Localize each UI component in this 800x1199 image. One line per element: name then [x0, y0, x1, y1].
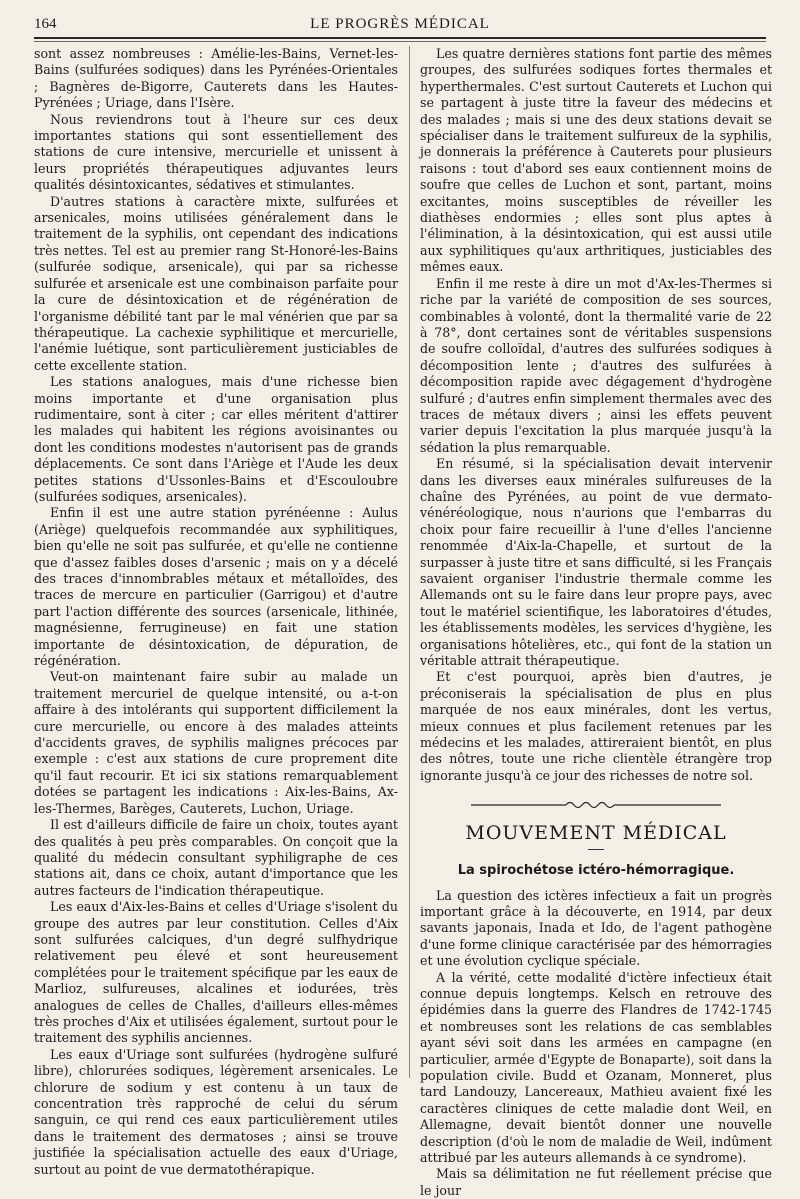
paragraph: Veut-on maintenant faire subir au malade un traitement mercuriel de quelque intensité, ou a-t-on affaire à des intolérants qui supportent difficilement la cure mercurielle, ou encore à des malades atteints d'accidents graves, de syphilis malignes précoces par exemple : c'est aux stations de cure proprement dite qu'il faut recourir. Et ici six stations remarquablement dotées se partagent les indications : Aix-les-Bains, Ax-les-Thermes, Barèges, Cauterets, Luchon, Uriage.	[34, 669, 398, 816]
section-dash	[420, 843, 772, 855]
column-divider	[409, 46, 410, 1078]
paragraph: Les eaux d'Aix-les-Bains et celles d'Uriage s'isolent du groupe des autres par leur constitution. Celles d'Aix sont sulfurées calciques, d'un degré sulfhydrique relativement peu élevé et sont heureusement complétées pour le traitement spécifique par les eaux de Marlioz, sulfureuses, alcalines et iodurées, très analogues de celles de Challes, d'ailleurs elles-mêmes très proches d'Aix et utilisées également, surtout pour le traitement des syphilis anciennes.	[34, 899, 398, 1046]
page-number: 164	[34, 16, 57, 32]
paragraph: Il est d'ailleurs difficile de faire un choix, toutes ayant des qualités à peu près comparables. On conçoit que la qualité du médecin consultant syphiligraphe de ces stations ait, dans ce choix, autant d'importance que les autres facteurs de l'indication thérapeutique.	[34, 817, 398, 898]
ornament-rule-icon	[471, 800, 721, 810]
paragraph: Et c'est pourquoi, après bien d'autres, je préconiserais la spécialisation de plus en plus marquée de nos eaux minérales, dont les vertus, mieux connues et plus facilement retenues par les médecins et les malades, attireraient bientôt, en plus des nôtres, toute une riche clientèle étrangère trop ignorante jusqu'à ce jour des richesses de notre sol.	[420, 669, 772, 783]
header-rule-thin	[34, 41, 766, 42]
header-rule	[34, 37, 766, 39]
paragraph: sont assez nombreuses : Amélie-les-Bains, Vernet-les-Bains (sulfurées sodiques) dans les Pyrénées-Orientales ; Bagnères de-Bigorre, Cauterets dans les Hautes-Pyrénées ; Uriage, dans l'Isère.	[34, 46, 398, 111]
paragraph: La question des ictères infectieux a fait un progrès important grâce à la découverte, en 1914, par deux savants japonais, Inada et Ido, de l'agent pathogène d'une forme clinique caractérisée par des hémorragies et une évolution cyclique spéciale.	[420, 887, 772, 969]
section-ornament	[420, 798, 772, 814]
paragraph: Nous reviendrons tout à l'heure sur ces deux importantes stations qui sont essentiellement des stations de cure intensive, mercurielle et unissent à leurs propriétés thérapeutiques adjuvantes leurs qualités désintoxicantes, sédatives et stimulantes.	[34, 111, 398, 193]
paragraph: A la vérité, cette modalité d'ictère infectieux était connue depuis longtemps. Kelsch en retrouve des épidémies dans la guerre des Flandres de 1742-1745 et nombreuses sont les relations de cas semblables ayant sévi soit dans les armées en campagne (en particulier, armée d'Egypte de Bonaparte), soit dans la population civile. Budd et Ozanam, Monneret, plus tard Landouzy, Lancereaux, Mathieu avaient fixé les caractères cliniques de cette maladie dont Weil, en Allemagne, devait bientôt donner une nouvelle description (d'où le nom de maladie de Weil, indûment attribué par les auteurs allemands à ce syndrome).	[420, 969, 772, 1165]
paragraph: Les eaux d'Uriage sont sulfurées (hydrogène sulfuré libre), chlorurées sodiques, légèrement arsenicales. Le chlorure de sodium y est contenu à un taux de concentration très rapproché de celui du sérum sanguin, ce qui rend ces eaux particulièrement utiles dans le traitement des dermatoses ; ainsi se trouve justifiée la spécialisation actuelle des eaux d'Uriage, surtout au point de vue dermatothérapique.	[34, 1046, 398, 1177]
paragraph: Les quatre dernières stations font partie des mêmes groupes, des sulfurées sodiques fortes thermales et hyperthermales. C'est surtout Cauterets et Luchon qui se partagent à juste titre la faveur des médecins et des malades ; mais si une des deux stations devait se spécialiser dans le traitement sulfureux de la syphilis, je donnerais la préférence à Cauterets pour plusieurs raisons : tout d'abord ses eaux contiennent moins de soufre que celles de Luchon et sont, partant, moins excitantes, moins susceptibles de réveiller les diathèses endormies ; elles sont plus aptes à l'élimination, à la désintoxication, qui est aussi utile aux syphilitiques qu'aux arthritiques, justiciables des mêmes eaux.	[420, 46, 772, 275]
page-header	[34, 12, 766, 34]
paragraph: Enfin il me reste à dire un mot d'Ax-les-Thermes si riche par la variété de composition de ses sources, combinables à volonté, dont la thermalité varie de 22 à 78°, dont certaines sont de véritables suspensions de soufre colloïdal, d'autres des sulfurées sodiques à décomposition lente ; d'autres des sulfurées à décomposition rapide avec dégagement d'hydrogène sulfuré ; d'autres enfin simplement thermales avec des traces de métaux divers ; ainsi les effets peuvent varier depuis l'excitation la plus marquée jusqu'à la sédation la plus remarquable.	[420, 275, 772, 455]
article-title: La spirochétose ictéro-hémorragique.	[457, 863, 735, 879]
paragraph: Les stations analogues, mais d'une richesse bien moins importante et d'une organisation plus rudimentaire, sont à citer ; car elles méritent d'attirer les malades qui habitent les régions avoisinantes ou dont les conditions modestes n'autorisent pas de grands déplacements. Ce sont dans l'Ariège et l'Aude les deux petites stations d'Ussonles-Bains et d'Escouloubre (sulfurées sodiques, arsenicales).	[34, 374, 398, 504]
paragraph: Mais sa délimitation ne fut réellement précise que le jour	[420, 1166, 772, 1198]
paragraph: En résumé, si la spécialisation devait intervenir dans les diverses eaux minérales sulfureuses de la chaîne des Pyrénées, au point de vue dermato-vénéréologique, nous n'aurions que l'embarras du choix pour faire recueillir à l'une d'elles l'ancienne renommée d'Aix-la-Chapelle, et surtout de la surpasser à juste titre et sans difficulté, si les Français savaient organiser l'industrie thermale comme les Allemands ont su le faire dans leur propre pays, avec tout le matériel scientifique, les laboratoires d'études, les établissements modèles, les services d'hygiène, les organisations hôtelières, etc., qui font de la station un véritable attrait thérapeutique.	[420, 456, 772, 669]
right-column	[420, 46, 772, 1199]
section-title: MOUVEMENT MÉDICAL	[465, 821, 727, 844]
running-title: LE PROGRÈS MÉDICAL	[310, 16, 490, 32]
paragraph: Enfin il est une autre station pyrénéenne : Aulus (Ariège) quelquefois recommandée aux syphilitiques, bien qu'elle ne soit pas sulfurée, et qu'elle ne contienne que d'assez faibles doses d'arsenic ; mais on y a décelé des traces d'innombrables métaux et métalloïdes, des traces de mercure en particulier (Garrigou) et d'autre part l'action différente des sources (arsenicale, lithinée, magnésienne, ferrugineuse) en fait une station importante de désintoxication, de dépuration, de régénération.	[34, 505, 398, 669]
paragraph: D'autres stations à caractère mixte, sulfurées et arsenicales, moins utilisées généralement dans le traitement de la syphilis, ont cependant des indications très nettes. Tel est au premier rang St-Honoré-les-Bains (sulfurée sodique, arsenicale), qui par sa richesse sulfurée et arsenicale est une combinaison parfaite pour la cure de désintoxication et de régénération de l'organisme débilité tant par le mal vénérien que par sa thérapeutique. La cachexie syphilitique et mercurielle, l'anémie luétique, sont particulièrement justiciables de cette excellente station.	[34, 193, 398, 373]
left-column	[34, 46, 398, 1178]
